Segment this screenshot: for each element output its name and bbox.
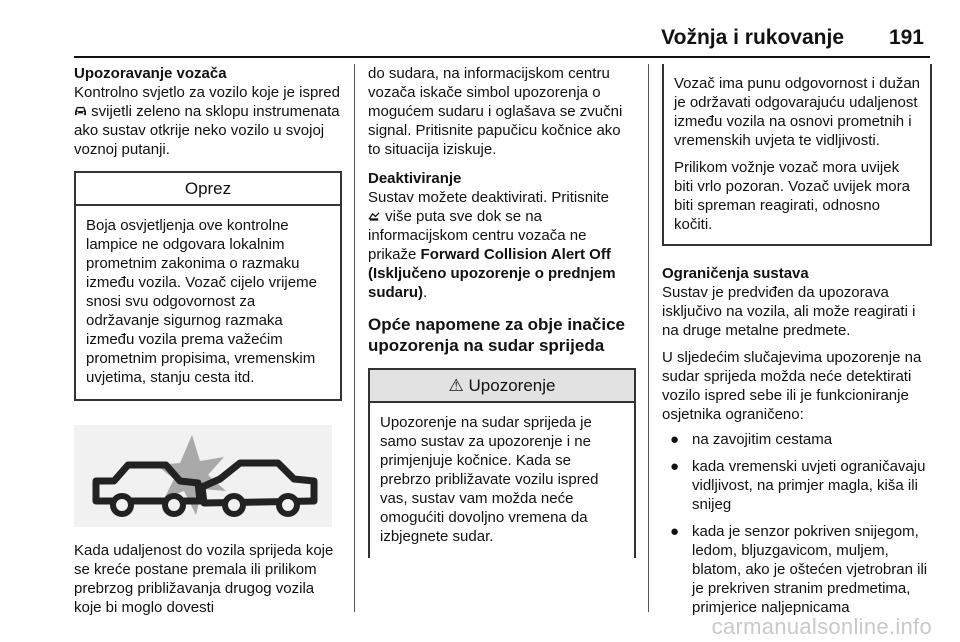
front-car-icon [202, 463, 314, 503]
warning-title: Upozorenje [468, 376, 556, 395]
warning-continuation-box [662, 64, 932, 246]
page-number: 191 [888, 26, 924, 49]
heading-deactivation: Deaktiviranje [368, 170, 462, 187]
column-divider [354, 64, 355, 612]
bullet-icon: ● [670, 523, 680, 540]
paragraph [74, 83, 342, 159]
list-item-text: kada je senzor pokriven snijegom, ledom, bljuzgavicom, muljem, blatom, ako je oštećen vjetrobran ili je prekriven stranim predmetima, primjerice naljepnicama [692, 523, 928, 616]
bullet-icon: ● [670, 458, 680, 475]
column-1 [74, 64, 342, 617]
paragraph: Sustav je predviđen da upozorava isključivo na vozila, ali može reagirati i na druge metalne predmete. [662, 284, 916, 339]
page-header [74, 18, 930, 58]
watermark: carmanualsonline.info [711, 614, 932, 639]
paragraph: Prilikom vožnje vozač mora uvijek biti vrlo pozoran. Vozač uvijek mora biti spreman reagirati, odnosno kočiti. [674, 159, 910, 233]
message-text: Forward Collision Alert Off (Isključeno upozorenje o prednjem sudaru) [368, 246, 616, 301]
text: više puta sve dok se na informacijskom centru vozača ne prikaže [368, 208, 587, 263]
header-rule [74, 56, 930, 58]
list-item-text: na zavojitim cestama [692, 431, 833, 448]
text: Sustav možete deaktivirati. Pritisnite [368, 189, 609, 206]
caution-body: Boja osvjetljenja ove kontrolne lampice ne odgovara lokalnim prometnim zakonima o razmaku između vozila. Vozač cijelo vrijeme snosi svu odgovornost za održavanje sigurnog razmaka između vozila prema važećim prometnim propisima, vremenskim uvjetima, stanju cesta itd. [86, 217, 317, 386]
paragraph [368, 188, 636, 302]
heading-system-limits: Ograničenja sustava [662, 265, 809, 282]
limits-list [662, 430, 932, 617]
heading-driver-warning: Upozoravanje vozača [74, 65, 227, 82]
text: . [423, 284, 428, 301]
warning-header [370, 370, 634, 403]
warning-box [368, 368, 636, 558]
column-3 [662, 64, 932, 625]
caution-title: Oprez [76, 173, 340, 206]
text: Kontrolno svjetlo za vozilo koje je ispred [74, 84, 340, 101]
collision-alert-button-icon [368, 211, 381, 222]
caution-box [74, 171, 342, 401]
warning-icon: ⚠ [448, 376, 464, 395]
vehicle-ahead-icon [74, 106, 87, 117]
list-item-text: kada vremenski uvjeti ograničavaju vidljivost, na primjer magla, kiša ili snijeg [692, 458, 926, 513]
caption: Kada udaljenost do vozila sprijeda koje se kreće postane premala ili prilikom prebrzog približavanja drugog vozila koje bi moglo dovesti [74, 542, 334, 616]
list-item [662, 430, 932, 449]
section-title: Vožnja i rukovanje [661, 26, 844, 49]
collision-illustration [74, 425, 332, 527]
bullet-icon: ● [670, 431, 680, 448]
text: svijetli zeleno na sklopu instrumenata ako sustav otkrije neko vozilo u svojoj voznoj putanji. [74, 103, 340, 158]
paragraph: U sljedećim slučajevima upozorenje na sudar sprijeda možda neće detektirati vozilo ispred sebe ili je funkcioniranje osjetnika ograničeno: [662, 349, 922, 423]
list-item [662, 457, 932, 514]
heading-general-notes: Opće napomene za obje inačice upozorenja na sudar sprijeda [368, 315, 625, 355]
warning-body: Upozorenje na sudar sprijeda je samo sustav za upozorenje i ne primjenjuje kočnice. Kada se prebrzo približavate vozilu ispred vas, sustav vam možda neće omogućiti dovoljno vremena da izbjegnete sudar. [380, 414, 599, 545]
column-divider [648, 64, 649, 612]
collision-graphic [74, 425, 332, 527]
paragraph: Vozač ima punu odgovornost i dužan je održavati odgovarajuću udaljenost između vozila na osnovi prometnih i vremenskih uvjeta te vidljivosti. [674, 75, 920, 149]
list-item [662, 522, 932, 617]
column-2 [368, 64, 636, 558]
paragraph: do sudara, na informacijskom centru vozača iskače simbol upozorenja o mogućem sudaru i oglašava se zvučni signal. Pritisnite papučicu kočnice ako to situacija iziskuje. [368, 65, 623, 158]
